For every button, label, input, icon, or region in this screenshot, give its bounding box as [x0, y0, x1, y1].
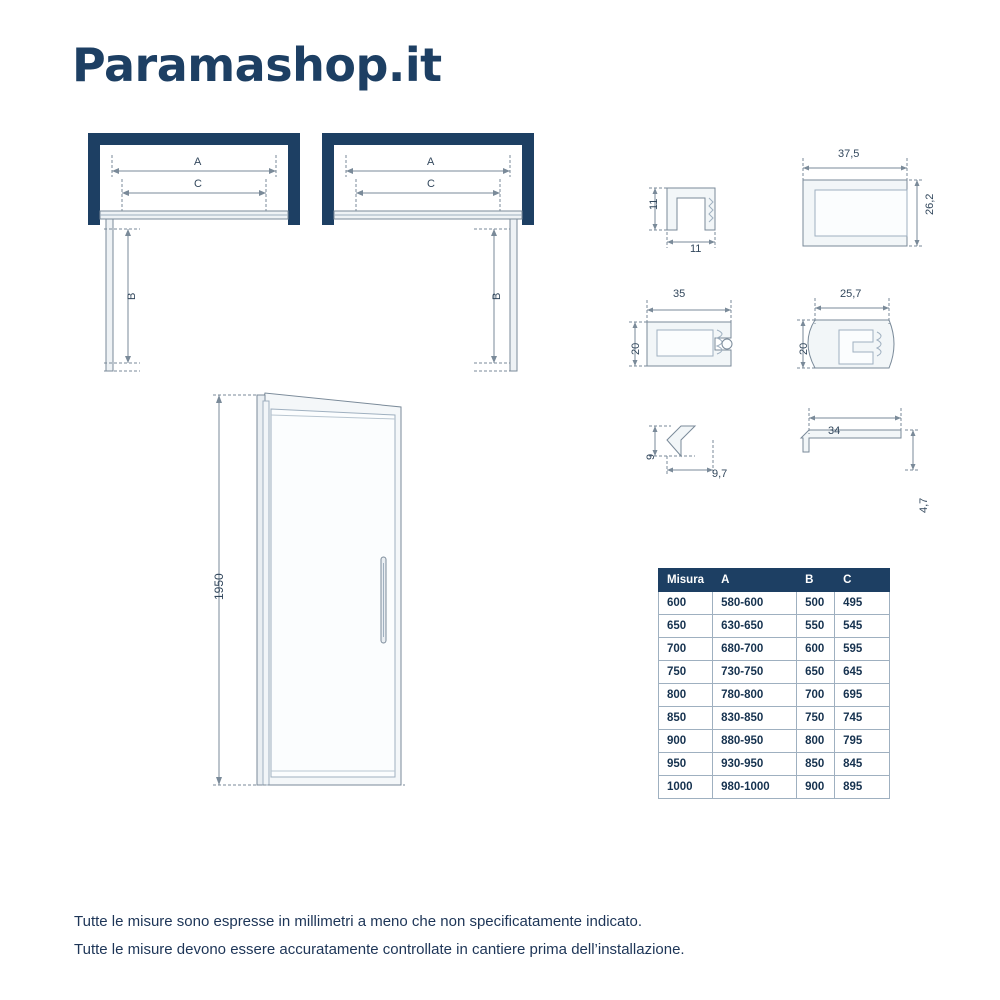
table-cell: 700: [797, 684, 835, 707]
table-cell: 600: [797, 638, 835, 661]
table-cell: 700: [659, 638, 713, 661]
footer-notes: [74, 908, 934, 964]
table-header-row: [659, 569, 890, 592]
table-row: [659, 707, 890, 730]
table-cell: 780-800: [713, 684, 797, 707]
table-cell: 645: [835, 661, 890, 684]
table-row: [659, 638, 890, 661]
table-cell: 845: [835, 753, 890, 776]
plan-left-label-b: B: [126, 292, 138, 300]
table-header-cell: Misura: [659, 569, 713, 592]
table-cell: 830-850: [713, 707, 797, 730]
table-cell: 550: [797, 615, 835, 638]
table-cell: 800: [797, 730, 835, 753]
table-row: [659, 684, 890, 707]
table-cell: 680-700: [713, 638, 797, 661]
table-row: [659, 753, 890, 776]
table-cell: 850: [659, 707, 713, 730]
elevation-height-label: 1950: [212, 573, 226, 600]
plan-right-label-b: B: [491, 292, 503, 300]
door-elevation-drawing: [205, 385, 465, 805]
profile-hinge-dim-width: 25,7: [840, 288, 862, 300]
table-cell: 895: [835, 776, 890, 799]
footer-note-line-1: Tutte le misure sono espresse in millimetri a meno che non specificatamente indicato.: [74, 913, 643, 930]
table-cell: 650: [797, 661, 835, 684]
table-cell: 950: [659, 753, 713, 776]
plan-left-label-a: A: [194, 156, 202, 168]
profile-wall-dim-width: 37,5: [838, 148, 860, 160]
table-cell: 750: [659, 661, 713, 684]
profile-hinge-dim-height: 20: [798, 342, 810, 355]
table-cell: 730-750: [713, 661, 797, 684]
table-cell: 695: [835, 684, 890, 707]
table-cell: 745: [835, 707, 890, 730]
plan-right-label-c: C: [427, 178, 435, 190]
table-cell: 880-950: [713, 730, 797, 753]
table-cell: 900: [659, 730, 713, 753]
plan-left-label-c: C: [194, 178, 202, 190]
plan-right-label-a: A: [427, 156, 435, 168]
profile-horizontal-dim-height: 20: [630, 342, 642, 355]
table-row: [659, 615, 890, 638]
table-cell: 495: [835, 592, 890, 615]
table-cell: 750: [797, 707, 835, 730]
table-header-cell: C: [835, 569, 890, 592]
profile-flat-dim-height: 4,7: [918, 497, 930, 513]
table-cell: 630-650: [713, 615, 797, 638]
profile-angle-dim-height: 9: [645, 453, 657, 460]
profile-u-dim-width: 11: [690, 243, 702, 255]
table-cell: 980-1000: [713, 776, 797, 799]
table-header-cell: A: [713, 569, 797, 592]
table-cell: 800: [659, 684, 713, 707]
profile-sections-drawing: [625, 140, 925, 520]
brand-logo: Paramashop.it: [72, 38, 442, 92]
table-cell: 650: [659, 615, 713, 638]
profile-u-dim-height: 11: [648, 198, 660, 210]
table-cell: 545: [835, 615, 890, 638]
profile-wall-dim-height: 26,2: [924, 193, 936, 215]
measurements-table: [658, 568, 890, 799]
table-cell: 900: [797, 776, 835, 799]
table-row: [659, 661, 890, 684]
plan-views-drawing: [70, 125, 630, 395]
table-cell: 795: [835, 730, 890, 753]
table-cell: 600: [659, 592, 713, 615]
table-cell: 595: [835, 638, 890, 661]
table-row: [659, 592, 890, 615]
table-cell: 500: [797, 592, 835, 615]
table-row: [659, 730, 890, 753]
table-header-cell: B: [797, 569, 835, 592]
table-cell: 850: [797, 753, 835, 776]
profile-flat-dim-width: 34: [828, 425, 841, 437]
table-cell: 930-950: [713, 753, 797, 776]
table-cell: 1000: [659, 776, 713, 799]
footer-note-line-2: Tutte le misure devono essere accuratamente controllate in cantiere prima dell’installazione.: [74, 941, 685, 958]
table-cell: 580-600: [713, 592, 797, 615]
table-row: [659, 776, 890, 799]
profile-angle-dim-width: 9,7: [712, 468, 728, 480]
profile-horizontal-dim-width: 35: [673, 288, 686, 300]
